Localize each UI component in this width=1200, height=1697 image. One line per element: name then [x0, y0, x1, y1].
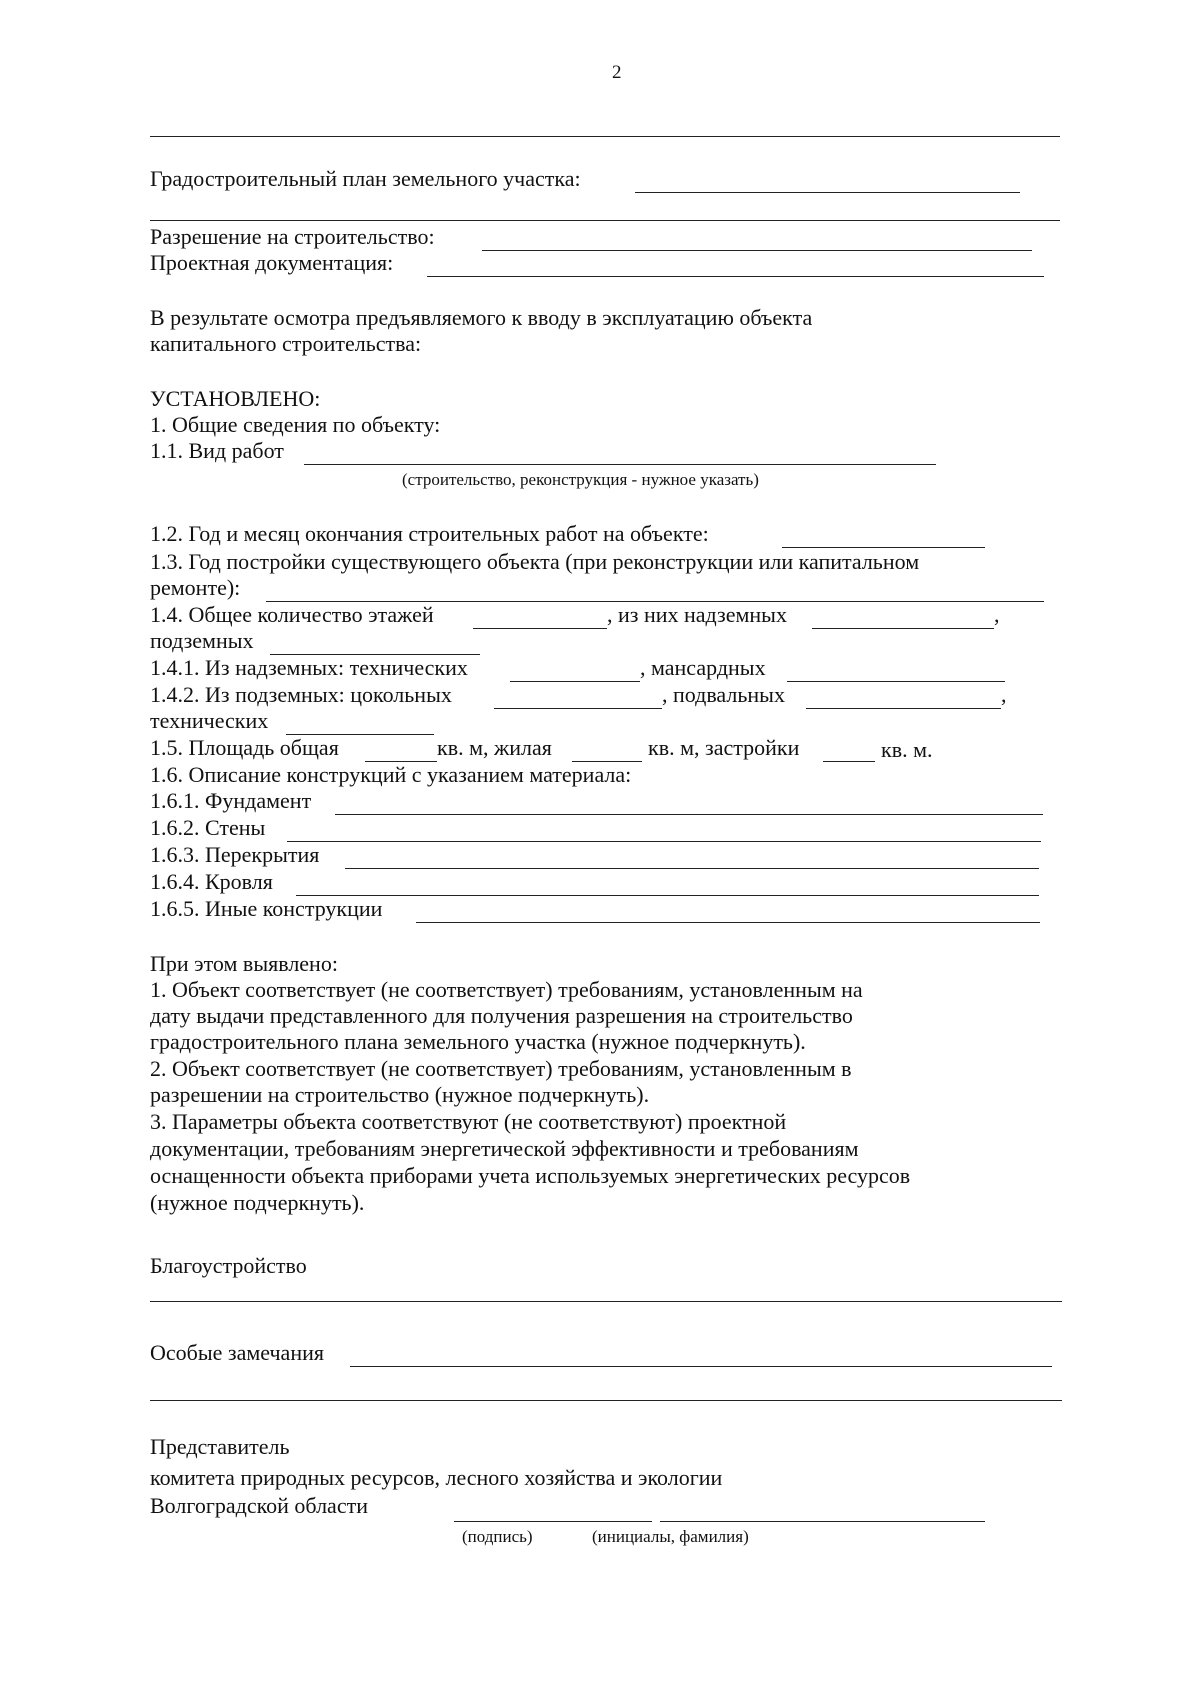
item-1-6-1-label: 1.6.1. Фундамент: [150, 788, 312, 813]
floors-slab-fill-line: [345, 868, 1039, 869]
basement-floors-fill-line: [494, 708, 662, 709]
item-1: 1. Общие сведения по объекту:: [150, 412, 441, 437]
item-1-4-2-label-a: 1.4.2. Из подземных: цокольных: [150, 682, 452, 707]
revealed-p3-line-3: оснащенности объекта приборами учета используемых энергетических ресурсов: [150, 1163, 911, 1188]
revealed-p2-line-1: 2. Объект соответствует (не соответствует) требованиям, установленным в: [150, 1056, 852, 1081]
item-1-3-line-2: ремонте):: [150, 575, 241, 600]
intro-line-2: капитального строительства:: [150, 331, 422, 356]
landscaping-label: Благоустройство: [150, 1253, 307, 1278]
representative-line-1: Представитель: [150, 1434, 290, 1459]
item-1-4-2-comma: ,: [1001, 682, 1007, 707]
technical-floors-fill-line: [510, 681, 640, 682]
item-1-5-label-a: 1.5. Площадь общая: [150, 735, 339, 760]
project-doc-fill-line: [427, 276, 1044, 277]
revealed-p1-line-1: 1. Объект соответствует (не соответствует) требованиям, установленным на: [150, 977, 863, 1002]
established-title: УСТАНОВЛЕНО:: [150, 386, 321, 411]
representative-line-3: Волгоградской области: [150, 1493, 368, 1518]
representative-line-2: комитета природных ресурсов, лесного хозяйства и экологии: [150, 1465, 723, 1490]
full-name-fill-line: [660, 1521, 985, 1522]
item-1-5-label-d: кв. м.: [881, 737, 933, 762]
gpzu-label: Градостроительный план земельного участка:: [150, 166, 581, 191]
other-structures-fill-line: [416, 922, 1040, 923]
item-1-6-3-label: 1.6.3. Перекрытия: [150, 842, 320, 867]
walls-fill-line: [287, 841, 1041, 842]
landscaping-fill-line: [150, 1301, 1062, 1302]
item-1-4-label-a: 1.4. Общее количество этажей: [150, 602, 434, 627]
revealed-p2-line-2: разрешении на строительство (нужное подчеркнуть).: [150, 1082, 650, 1107]
roof-fill-line: [296, 895, 1039, 896]
work-type-fill-line: [304, 464, 936, 465]
cellar-floors-fill-line: [806, 708, 1001, 709]
permit-fill-line: [482, 250, 1032, 251]
item-1-6-5-label: 1.6.5. Иные конструкции: [150, 896, 383, 921]
special-notes-label: Особые замечания: [150, 1340, 324, 1365]
item-1-3-line-1: 1.3. Год постройки существующего объекта (при реконструкции или капитальном: [150, 549, 920, 574]
item-1-4-2-label-b: , подвальных: [662, 682, 785, 707]
item-1-4-1-label-b: , мансардных: [640, 655, 766, 680]
intro-line-1: В результате осмотра предъявляемого к вводу в эксплуатацию объекта: [150, 305, 813, 330]
top-rule: [150, 136, 1060, 137]
work-type-note: (строительство, реконструкция - нужное указать): [402, 470, 759, 489]
gpzu-fill-line-2: [150, 220, 1060, 221]
completion-date-fill-line: [782, 547, 985, 548]
item-1-5-label-c: кв. м, застройки: [648, 735, 800, 760]
signature-note: (подпись): [462, 1527, 533, 1546]
floors-total-fill-line: [473, 628, 607, 629]
item-1-4-label-d: подземных: [150, 628, 254, 653]
revealed-p3-line-4: (нужное подчеркнуть).: [150, 1190, 365, 1215]
item-1-6-4-label: 1.6.4. Кровля: [150, 869, 273, 894]
foundation-fill-line: [335, 814, 1043, 815]
project-doc-label: Проектная документация:: [150, 250, 394, 275]
revealed-p3-line-2: документации, требованиям энергетической эффективности и требованиям: [150, 1136, 859, 1161]
item-1-4-comma: ,: [994, 602, 1000, 627]
item-1-6-2-label: 1.6.2. Стены: [150, 815, 266, 840]
attic-floors-fill-line: [787, 681, 1005, 682]
permit-label: Разрешение на строительство:: [150, 224, 435, 249]
revealed-p1-line-3: градостроительного плана земельного участка (нужное подчеркнуть).: [150, 1029, 806, 1054]
gpzu-fill-line: [635, 192, 1020, 193]
revealed-title: При этом выявлено:: [150, 951, 338, 976]
page-number: 2: [612, 62, 622, 83]
signature-fill-line: [454, 1521, 652, 1522]
item-1-4-1-label-a: 1.4.1. Из надземных: технических: [150, 655, 468, 680]
area-built-fill-line: [823, 761, 875, 762]
revealed-p3-line-1: 3. Параметры объекта соответствуют (не соответствуют) проектной: [150, 1109, 787, 1134]
item-1-4-2-label-d: технических: [150, 708, 269, 733]
item-1-4-label-b: , из них надземных: [607, 602, 787, 627]
revealed-p1-line-2: дату выдачи представленного для получения разрешения на строительство: [150, 1003, 853, 1028]
item-1-2-label: 1.2. Год и месяц окончания строительных работ на объекте:: [150, 521, 709, 546]
item-1-5-label-b: кв. м, жилая: [437, 735, 552, 760]
special-notes-fill-line-2: [150, 1400, 1062, 1401]
special-notes-fill-line: [350, 1366, 1052, 1367]
floors-above-fill-line: [812, 628, 994, 629]
item-1-1-label: 1.1. Вид работ: [150, 438, 284, 463]
item-1-6: 1.6. Описание конструкций с указанием материала:: [150, 762, 632, 787]
full-name-note: (инициалы, фамилия): [592, 1527, 749, 1546]
